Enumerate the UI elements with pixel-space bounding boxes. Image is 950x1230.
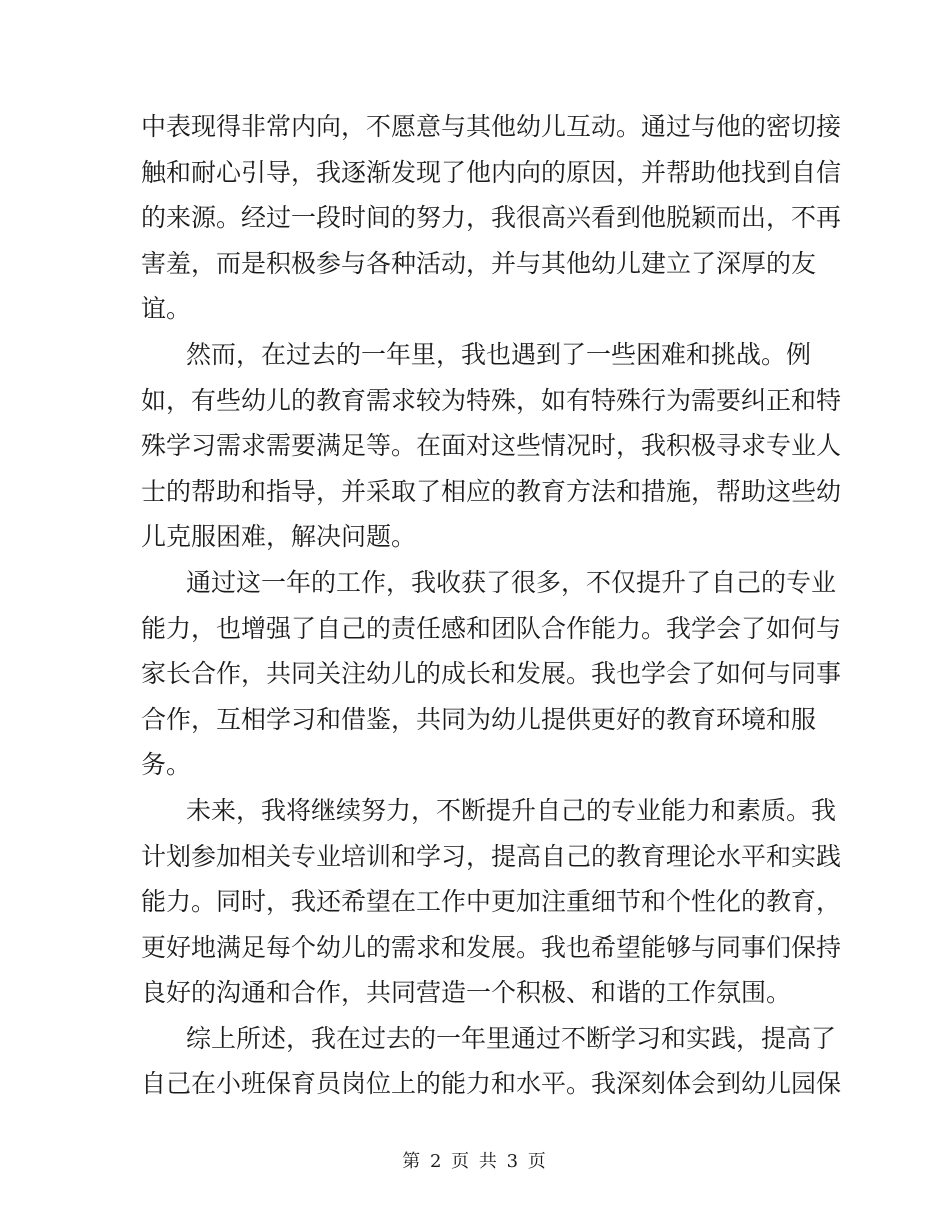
text-line: 自己在小班保育员岗位上的能力和水平。我深刻体会到幼儿园保 (141, 1069, 842, 1099)
text-line: 谊。 (141, 294, 192, 324)
paragraph-start-line: 通过这一年的工作，我收获了很多，不仅提升了自己的专业 (186, 567, 837, 597)
paragraph-start-line: 然而，在过去的一年里，我也遇到了一些困难和挑战。例 (186, 339, 812, 369)
body-text (141, 104, 842, 1107)
text-line: 家长合作，共同关注幼儿的成长和发展。我也学会了如何与同事 (141, 659, 842, 689)
paragraph-start-line: 未来，我将继续努力，不断提升自己的专业能力和素质。我 (186, 795, 837, 825)
text-line: 合作，互相学习和借鉴，共同为幼儿提供更好的教育环境和服 (141, 704, 817, 734)
paragraph-start-line: 综上所述，我在过去的一年里通过不断学习和实践，提高了 (186, 1023, 837, 1053)
text-line: 害羞，而是积极参与各种活动，并与其他幼儿建立了深厚的友 (141, 248, 817, 278)
text-line: 能力，也增强了自己的责任感和团队合作能力。我学会了如何与 (141, 613, 842, 643)
text-line: 触和耐心引导，我逐渐发现了他内向的原因，并帮助他找到自信 (141, 157, 842, 187)
text-line: 儿克服困难，解决问题。 (141, 522, 417, 552)
text-line: 如，有些幼儿的教育需求较为特殊，如有特殊行为需要纠正和特 (141, 385, 842, 415)
text-line: 的来源。经过一段时间的努力，我很高兴看到他脱颖而出，不再 (141, 203, 842, 233)
text-line: 士的帮助和指导，并采取了相应的教育方法和措施，帮助这些幼 (141, 476, 842, 506)
page-footer: 第 2 页 共 3 页 (402, 1151, 548, 1172)
text-line: 中表现得非常内向，不愿意与其他幼儿互动。通过与他的密切接 (141, 112, 842, 141)
text-line: 计划参加相关专业培训和学习，提高自己的教育理论水平和实践 (141, 841, 842, 871)
text-line: 殊学习需求需要满足等。在面对这些情况时，我积极寻求专业人 (141, 431, 842, 461)
text-line: 更好地满足每个幼儿的需求和发展。我也希望能够与同事们保持 (141, 932, 842, 962)
text-line: 务。 (141, 750, 192, 780)
text-line: 能力。同时，我还希望在工作中更加注重细节和个性化的教育， (141, 887, 842, 917)
text-line: 良好的沟通和合作，共同营造一个积极、和谐的工作氛围。 (141, 978, 792, 1008)
